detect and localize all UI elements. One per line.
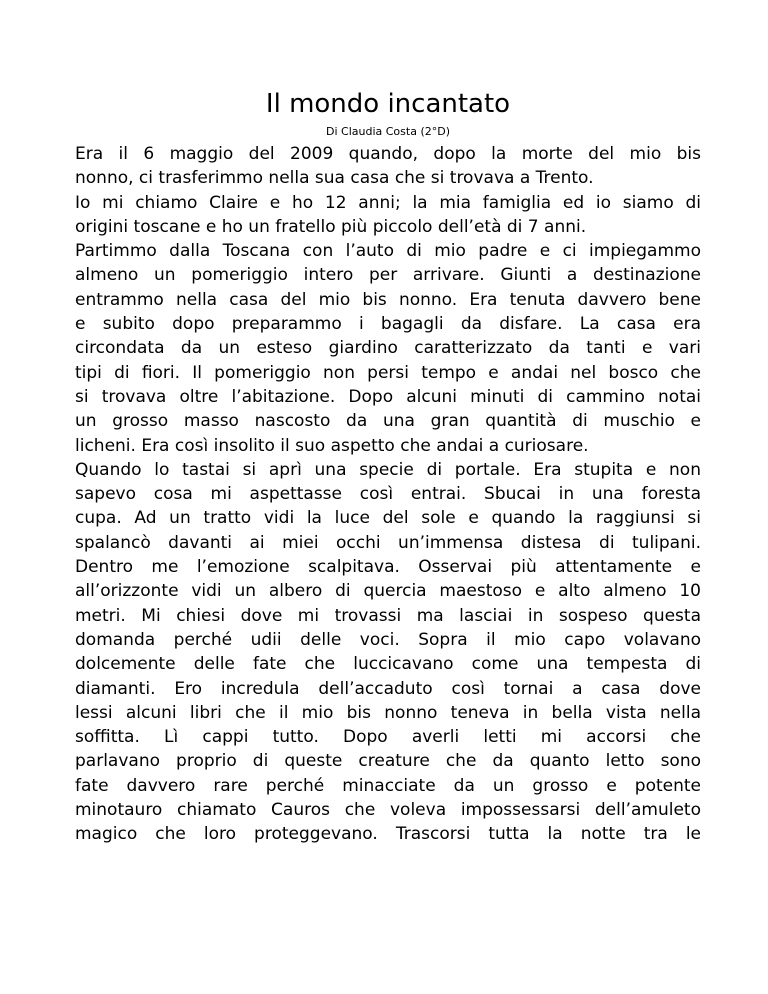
text-line: cupa. Ad un tratto vidi la luce del sole e quando la raggiunsi si	[75, 508, 701, 529]
text-line: dolcemente delle fate che luccicavano come una tempesta di	[75, 654, 701, 675]
document-page	[75, 84, 701, 847]
text-line: circondata da un esteso giardino caratterizzato da tanti e vari	[75, 338, 701, 359]
text-line: spalancò davanti ai miei occhi un’immensa distesa di tulipani.	[75, 532, 701, 553]
author-byline: Di Claudia Costa (2°D)	[326, 125, 450, 138]
text-line: parlavano proprio di queste creature che da quanto letto sono	[75, 751, 701, 772]
text-line: licheni. Era così insolito il suo aspetto che andai a curiosare.	[75, 435, 589, 456]
text-line: soffitta. Lì cappi tutto. Dopo averli letti mi accorsi che	[75, 727, 701, 748]
text-line: si trovava oltre l’abitazione. Dopo alcuni minuti di cammino notai	[75, 386, 701, 407]
document-title: Il mondo incantato	[265, 89, 511, 119]
text-line: sapevo cosa mi aspettasse così entrai. Sbucai in una foresta	[75, 484, 701, 505]
text-line: tipi di fiori. Il pomeriggio non persi tempo e andai nel bosco che	[75, 362, 701, 383]
text-line: nonno, ci trasferimmo nella sua casa che si trovava a Trento.	[75, 168, 594, 189]
text-line: e subito dopo preparammo i bagagli da disfare. La casa era	[75, 314, 701, 335]
text-line: domanda perché udii delle voci. Sopra il mio capo volavano	[75, 629, 701, 650]
text-line: fate davvero rare perché minacciate da un grosso e potente	[75, 775, 701, 796]
text-line: almeno un pomeriggio intero per arrivare. Giunti a destinazione	[75, 265, 701, 286]
text-line: Partimmo dalla Toscana con l’auto di mio padre e ci impiegammo	[75, 241, 701, 262]
text-line: minotauro chiamato Cauros che voleva impossessarsi dell’amuleto	[75, 800, 701, 821]
text-line: Era il 6 maggio del 2009 quando, dopo la morte del mio bis	[75, 144, 701, 164]
text-line: origini toscane e ho un fratello più piccolo dell’età di 7 anni.	[75, 216, 587, 237]
text-line: lessi alcuni libri che il mio bis nonno teneva in bella vista nella	[75, 702, 701, 723]
text-line: Dentro me l’emozione scalpitava. Osservai più attentamente e	[75, 557, 701, 578]
text-line: Io mi chiamo Claire e ho 12 anni; la mia famiglia ed io siamo di	[75, 192, 701, 213]
story-body	[75, 142, 701, 847]
text-line: entrammo nella casa del mio bis nonno. Era tenuta davvero bene	[75, 289, 701, 310]
text-line: metri. Mi chiesi dove mi trovassi ma lasciai in sospeso questa	[75, 605, 701, 626]
text-line: magico che loro proteggevano. Trascorsi tutta la notte tra le	[75, 824, 701, 845]
text-line: diamanti. Ero incredula dell’accaduto così tornai a casa dove	[75, 678, 701, 699]
text-line: all’orizzonte vidi un albero di quercia maestoso e alto almeno 10	[75, 581, 701, 602]
text-line: Quando lo tastai si aprì una specie di portale. Era stupita e non	[75, 459, 701, 480]
text-line: un grosso masso nascosto da una gran quantità di muschio e	[75, 411, 701, 432]
